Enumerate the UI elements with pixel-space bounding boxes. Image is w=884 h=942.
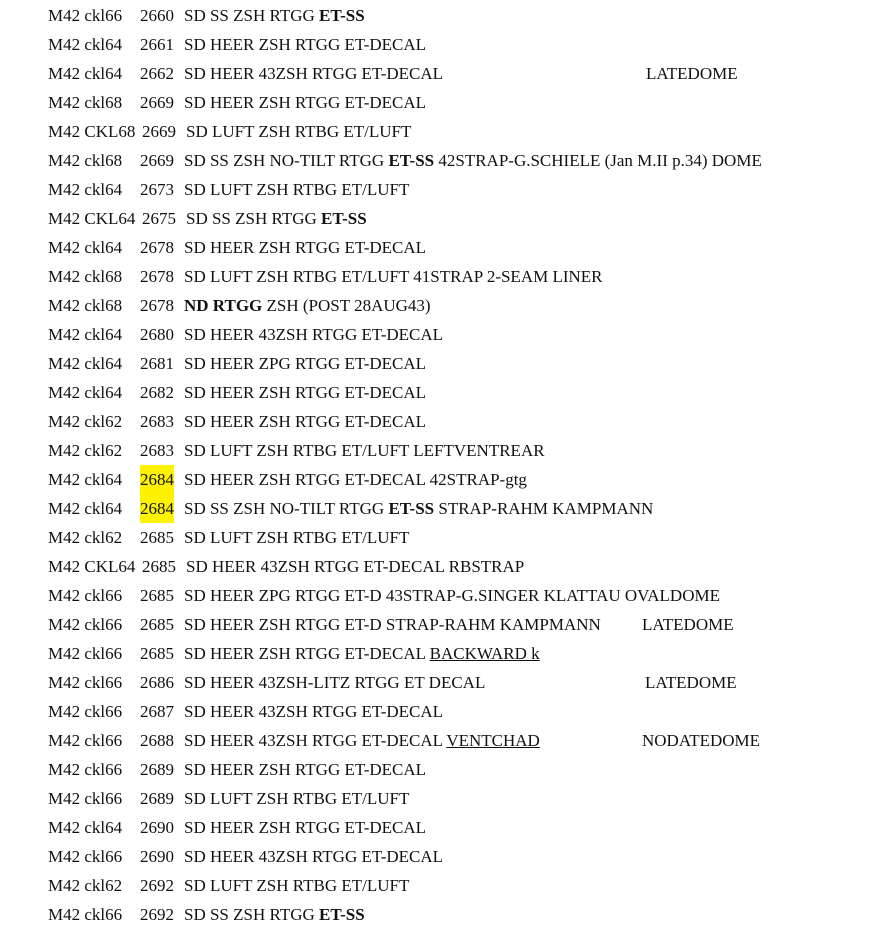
item-number: 2669: [140, 151, 174, 170]
item-description: SD HEER 43ZSH RTGG ET-DECAL: [184, 64, 444, 83]
bold-marking: ET-SS: [319, 905, 365, 924]
item-number: 2683: [140, 412, 174, 431]
highlighted-item-number: 2684: [140, 494, 174, 523]
item-extra-note: LATEDOME: [645, 673, 737, 692]
bold-marking: ET-SS: [388, 151, 435, 170]
item-description: SD HEER ZSH RTGG ET-DECAL: [184, 35, 427, 54]
model-code: M42 ckl68: [48, 267, 123, 286]
model-code: M42 ckl66: [48, 673, 123, 692]
item-description: SD HEER ZSH RTGG ET-DECAL: [184, 238, 427, 257]
model-code: M42 ckl62: [48, 528, 123, 547]
model-code: M42 ckl66: [48, 615, 123, 634]
bold-marking: ET-SS: [321, 209, 367, 228]
item-description: SD LUFT ZSH RTBG ET/LUFT: [186, 122, 412, 141]
model-code: M42 ckl66: [48, 731, 123, 750]
item-description: SD HEER ZSH RTGG ET-D STRAP-RAHM KAMPMANN: [184, 615, 601, 634]
item-description: SD SS ZSH NO-TILT RTGG ET-SS STRAP-RAHM KAMPMANN: [184, 499, 654, 518]
item-description: SD HEER ZSH RTGG ET-DECAL: [184, 93, 427, 112]
model-code: M42 ckl66: [48, 789, 123, 808]
model-code: M42 ckl66: [48, 644, 123, 663]
model-code: M42 ckl68: [48, 296, 123, 315]
bold-marking: ET-SS: [319, 6, 365, 25]
item-description: SD HEER ZSH RTGG ET-DECAL 42STRAP-gtg: [184, 470, 527, 489]
item-number: 2689: [140, 789, 174, 808]
item-description: SD HEER ZSH RTGG ET-DECAL BACKWARD k: [184, 644, 540, 663]
item-number: 2678: [140, 296, 174, 315]
model-code: M42 ckl64: [48, 64, 123, 83]
model-code: M42 CKL68: [48, 122, 136, 141]
item-extra-note: NODATEDOME: [642, 731, 761, 750]
model-code: M42 ckl66: [48, 760, 123, 779]
item-number: 2669: [140, 93, 174, 112]
item-description: SD LUFT ZSH RTBG ET/LUFT: [184, 789, 410, 808]
item-number: 2687: [140, 702, 174, 721]
model-code: M42 ckl62: [48, 412, 123, 431]
item-description: SD HEER 43ZSH RTGG ET-DECAL: [184, 847, 444, 866]
item-description: SD HEER 43ZSH-LITZ RTGG ET DECAL: [184, 673, 486, 692]
model-code: M42 ckl64: [48, 325, 123, 344]
item-description: SD HEER ZPG RTGG ET-D 43STRAP-G.SINGER KLATTAU OVALDOME: [184, 586, 720, 605]
item-number: 2685: [140, 615, 174, 634]
item-number: 2685: [140, 586, 174, 605]
model-code: M42 ckl66: [48, 847, 123, 866]
item-number: 2675: [142, 209, 176, 228]
item-description: SD HEER 43ZSH RTGG ET-DECAL: [184, 325, 444, 344]
model-code: M42 ckl66: [48, 6, 123, 25]
item-number: 2685: [140, 644, 174, 663]
item-description: SD SS ZSH RTGG ET-SS: [184, 905, 365, 924]
item-description: SD HEER ZSH RTGG ET-DECAL: [184, 383, 427, 402]
model-code: M42 ckl68: [48, 93, 123, 112]
item-description: SD LUFT ZSH RTBG ET/LUFT: [184, 180, 410, 199]
item-number: 2689: [140, 760, 174, 779]
item-description: SD LUFT ZSH RTBG ET/LUFT LEFTVENTREAR: [184, 441, 545, 460]
item-description: SD HEER ZPG RTGG ET-DECAL: [184, 354, 427, 373]
bold-marking: ND RTGG: [184, 296, 263, 315]
item-number: 2692: [140, 876, 174, 895]
item-number: 2660: [140, 6, 174, 25]
item-number: 2690: [140, 847, 174, 866]
item-number: 2662: [140, 64, 174, 83]
item-description: SD LUFT ZSH RTBG ET/LUFT: [184, 876, 410, 895]
model-code: M42 ckl64: [48, 499, 123, 518]
item-number: 2688: [140, 731, 174, 750]
model-code: M42 CKL64: [48, 209, 136, 228]
underlined-note: VENTCHAD: [446, 731, 540, 750]
model-code: M42 ckl62: [48, 876, 123, 895]
item-number: 2661: [140, 35, 174, 54]
model-code: M42 ckl64: [48, 470, 123, 489]
model-code: M42 ckl64: [48, 354, 123, 373]
model-code: M42 ckl64: [48, 180, 123, 199]
item-description: SD HEER ZSH RTGG ET-DECAL: [184, 760, 427, 779]
item-description: SD HEER ZSH RTGG ET-DECAL: [184, 412, 427, 431]
item-number: 2685: [142, 557, 176, 576]
item-description: SD HEER 43ZSH RTGG ET-DECAL RBSTRAP: [186, 557, 525, 576]
item-description: SD HEER ZSH RTGG ET-DECAL: [184, 818, 427, 837]
item-number: 2683: [140, 441, 174, 460]
item-number: 2692: [140, 905, 174, 924]
item-description: SD HEER 43ZSH RTGG ET-DECAL VENTCHAD: [184, 731, 540, 750]
highlighted-item-number: 2684: [140, 465, 174, 494]
model-code: M42 ckl66: [48, 905, 123, 924]
item-number: 2682: [140, 383, 174, 402]
item-number: 2681: [140, 354, 174, 373]
bold-marking: ET-SS: [388, 499, 435, 518]
item-number: 2669: [142, 122, 176, 141]
item-description: SD SS ZSH RTGG ET-SS: [184, 6, 365, 25]
item-number: 2690: [140, 818, 174, 837]
item-number: 2678: [140, 267, 174, 286]
item-description: SD SS ZSH RTGG ET-SS: [186, 209, 367, 228]
model-code: M42 ckl64: [48, 35, 123, 54]
model-code: M42 ckl66: [48, 702, 123, 721]
model-code: M42 ckl64: [48, 383, 123, 402]
item-number: 2678: [140, 238, 174, 257]
item-description: SD LUFT ZSH RTBG ET/LUFT: [184, 528, 410, 547]
model-code: M42 ckl66: [48, 586, 123, 605]
item-extra-note: LATEDOME: [642, 615, 734, 634]
item-description: SD SS ZSH NO-TILT RTGG ET-SS 42STRAP-G.SCHIELE (Jan M.II p.34) DOME: [184, 151, 762, 170]
underlined-note: BACKWARD k: [429, 644, 540, 663]
model-code: M42 ckl64: [48, 238, 123, 257]
item-number: 2685: [140, 528, 174, 547]
model-code: M42 CKL64: [48, 557, 136, 576]
item-description: SD HEER 43ZSH RTGG ET-DECAL: [184, 702, 444, 721]
item-number: 2686: [140, 673, 174, 692]
item-number: 2680: [140, 325, 174, 344]
item-description: SD LUFT ZSH RTBG ET/LUFT 41STRAP 2-SEAM LINER: [184, 267, 603, 286]
model-code: M42 ckl62: [48, 441, 123, 460]
model-code: M42 ckl64: [48, 818, 123, 837]
item-number: 2673: [140, 180, 174, 199]
item-extra-note: LATEDOME: [646, 64, 738, 83]
model-code: M42 ckl68: [48, 151, 123, 170]
item-description: ND RTGG ZSH (POST 28AUG43): [184, 296, 431, 315]
